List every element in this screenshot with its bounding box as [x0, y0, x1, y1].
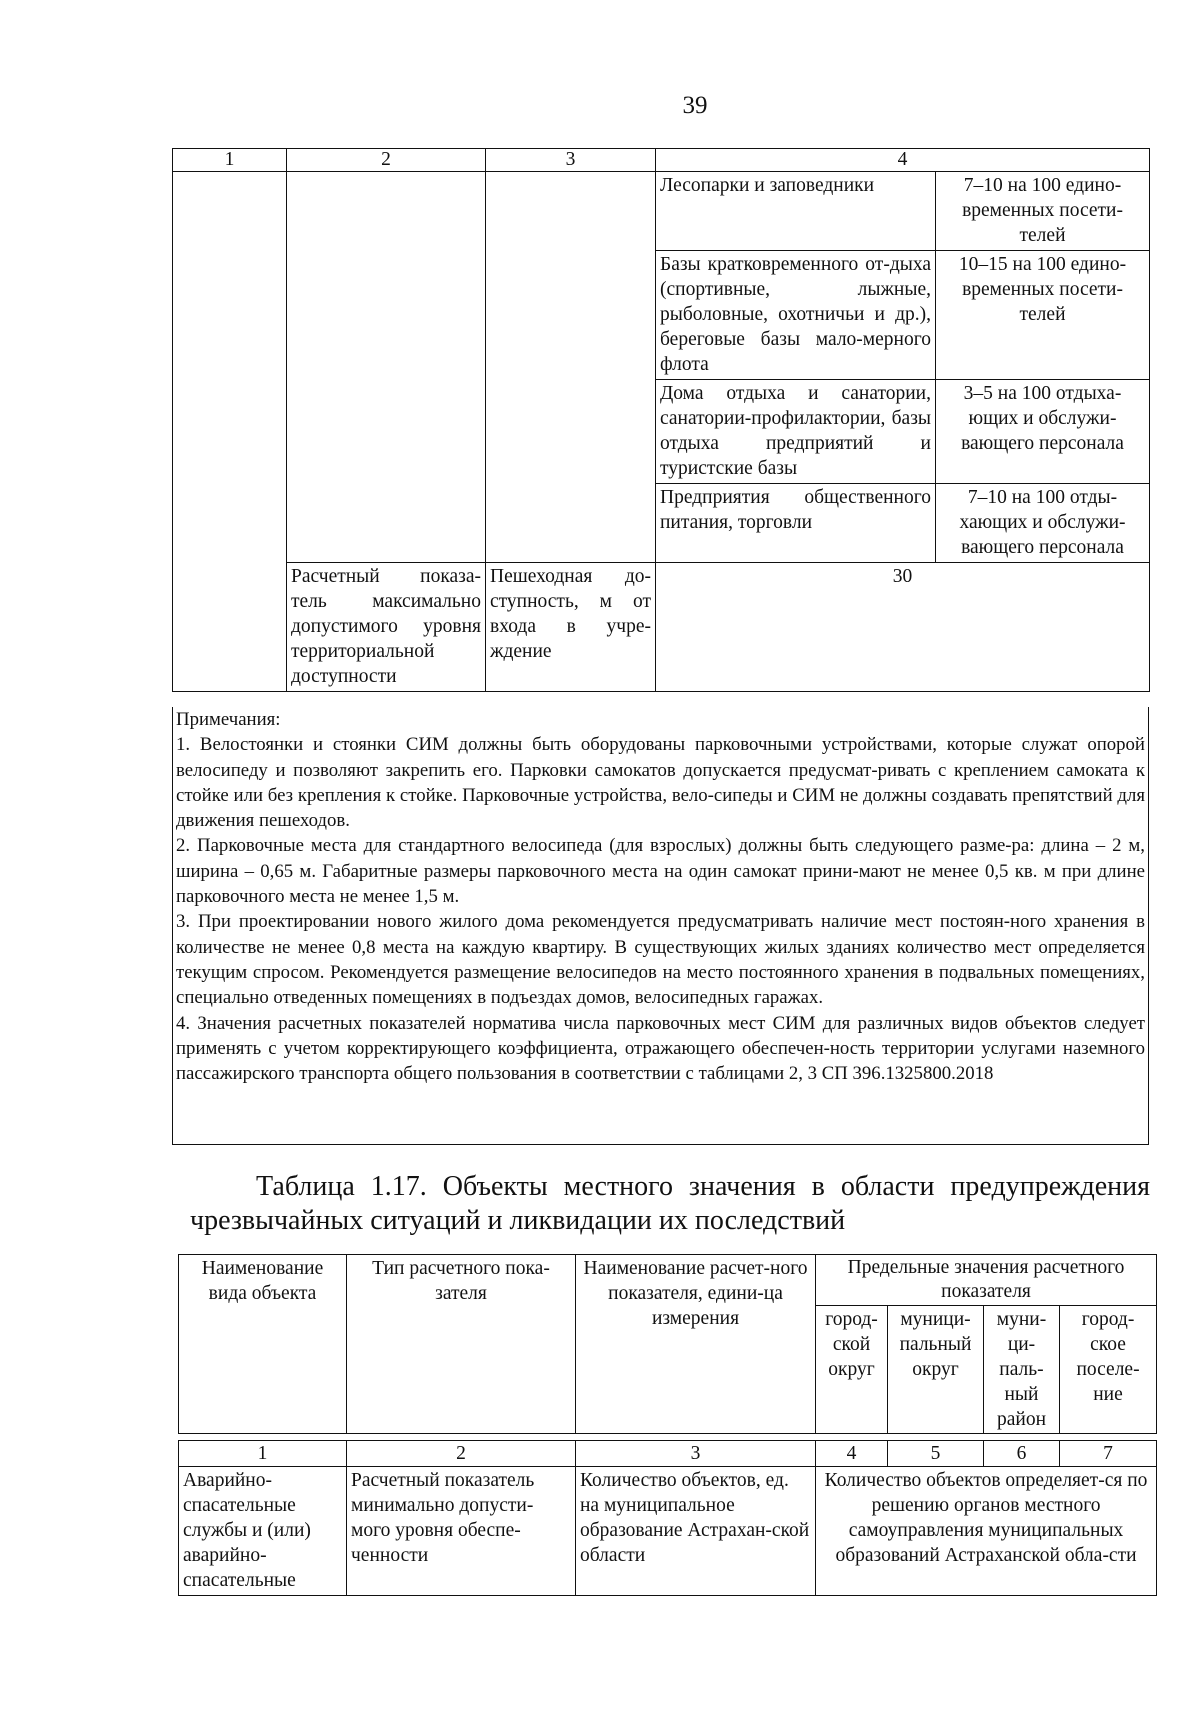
- notes-title: Примечания:: [176, 709, 281, 730]
- col-number-6: 6: [984, 1441, 1060, 1467]
- table-row: [173, 563, 1150, 692]
- header-municipal-district: муници-пальный округ: [888, 1306, 984, 1434]
- col-number-2: 2: [347, 1441, 576, 1467]
- empty-cell: [486, 172, 656, 563]
- col-number-1: 1: [173, 149, 287, 172]
- table-row: [173, 172, 1150, 251]
- indicator-name-cell: Пешеходная до-ступность, м от входа в учре-ждение: [486, 563, 656, 692]
- table-row: [179, 1467, 1157, 1596]
- column-numbers-row: [179, 1441, 1157, 1467]
- header-urban-settlement: город-ское поселе-ние: [1060, 1306, 1157, 1434]
- col-number-2: 2: [287, 149, 486, 172]
- empty-cell: [287, 172, 486, 563]
- object-type-cell: Предприятия общественного питания, торговли: [656, 484, 936, 563]
- col-number-3: 3: [576, 1441, 816, 1467]
- object-type-cell: Лесопарки и заповедники: [656, 172, 936, 251]
- header-limit-values: Предельные значения расчетного показателя: [816, 1255, 1157, 1306]
- norm-value-cell: 7–10 на 100 едино-временных посети-телей: [936, 172, 1150, 251]
- col-number-4: 4: [656, 149, 1150, 172]
- header-municipal-region: муни-ци-паль-ный район: [984, 1306, 1060, 1434]
- note-item: 4. Значения расчетных показателей норматива числа парковочных мест СИМ для различных видов объектов следует применять с учетом корректирующего коэффициента, отражающего обеспечен-ность территории услугами наземного пассажирского транспорта общего пользования в соответствии с таблицами 2, 3 СП 396.1325800.2018: [176, 1012, 1145, 1085]
- col-number-5: 5: [888, 1441, 984, 1467]
- indicator-type-cell: Расчетный показа-тель максимально допустимого уровня территориальной доступности: [287, 563, 486, 692]
- norm-value-cell: 10–15 на 100 едино-временных посети-телей: [936, 251, 1150, 380]
- object-kind-cell: Аварийно-спасательные службы и (или) аварийно-спасательные: [179, 1467, 347, 1596]
- col-number-1: 1: [179, 1441, 347, 1467]
- note-item: 2. Парковочные места для стандартного велосипеда (для взрослых) должны быть следующего разме-ра: длина – 2 м, ширина – 0,65 м. Габаритные размеры парковочного места на один самокат прини-мают не менее 0,5 кв. м при длине парковочного места не менее 1,5 м.: [176, 835, 1145, 908]
- norm-value-cell: 7–10 на 100 отды-хающих и обслужи-вающего персонала: [936, 484, 1150, 563]
- note-item: 1. Велостоянки и стоянки СИМ должны быть оборудованы парковочными устройствами, которые служат опорой велосипеду и позволяют закрепить его. Парковки самокатов допускается предусмат-ривать с креплением самоката к стойке или без крепления к стойке. Парковочные устройства, вело-сипеды и СИМ не должны создавать препятствий для движения пешеходов.: [176, 734, 1145, 832]
- note-item: 3. При проектировании нового жилого дома рекомендуется предусматривать наличие мест постоян-ного хранения в количестве не менее 0,8 места на каждую квартиру. В существующих жилых зданиях количество мест определяется текущим спросом. Рекомендуется размещение велосипедов на место постоянного хранения в подвальных помещениях, специально отведенных помещениях в подъездах домов, велосипедных гаражах.: [176, 911, 1145, 1009]
- emergency-objects-table: [178, 1254, 1157, 1596]
- col-number-7: 7: [1060, 1441, 1157, 1467]
- header-indicator-name: Наименование расчет-ного показателя, едини-ца измерения: [576, 1255, 816, 1434]
- header-object-kind: Наименование вида объекта: [179, 1255, 347, 1434]
- header-row: [179, 1255, 1157, 1306]
- col-number-3: 3: [486, 149, 656, 172]
- separator-row: [179, 1434, 1157, 1441]
- object-type-cell: Дома отдыха и санатории, санатории-профилактории, базы отдыха предприятий и туристские базы: [656, 380, 936, 484]
- table-caption: [190, 1170, 1150, 1238]
- norm-value-cell: 3–5 на 100 отдыха-ющих и обслужи-вающего персонала: [936, 380, 1150, 484]
- parking-norms-table: [172, 148, 1150, 692]
- page-number: 39: [682, 92, 708, 119]
- header-indicator-type: Тип расчетного пока-зателя: [347, 1255, 576, 1434]
- separator-cell: [179, 1434, 1157, 1441]
- indicator-type-cell: Расчетный показатель минимально допусти-мого уровня обеспе-ченности: [347, 1467, 576, 1596]
- empty-cell: [173, 172, 287, 692]
- header-city-district: город-ской округ: [816, 1306, 888, 1434]
- table-caption-text: Таблица 1.17. Объекты местного значения в области предупреждения чрезвычайных ситуаций и ликвидации их последствий: [190, 1171, 1150, 1236]
- notes-block: [172, 707, 1149, 1145]
- indicator-name-cell: Количество объектов, ед. на муниципальное образование Астрахан-ской области: [576, 1467, 816, 1596]
- limit-value-cell: Количество объектов определяет-ся по решению органов местного самоуправления муниципальных образований Астраханской обла-сти: [816, 1467, 1157, 1596]
- column-numbers-row: [173, 149, 1150, 172]
- object-type-cell: Базы кратковременного от-дыха (спортивные, лыжные, рыболовные, охотничьи и др.), береговые базы мало-мерного флота: [656, 251, 936, 380]
- access-value-cell: 30: [656, 563, 1150, 692]
- col-number-4: 4: [816, 1441, 888, 1467]
